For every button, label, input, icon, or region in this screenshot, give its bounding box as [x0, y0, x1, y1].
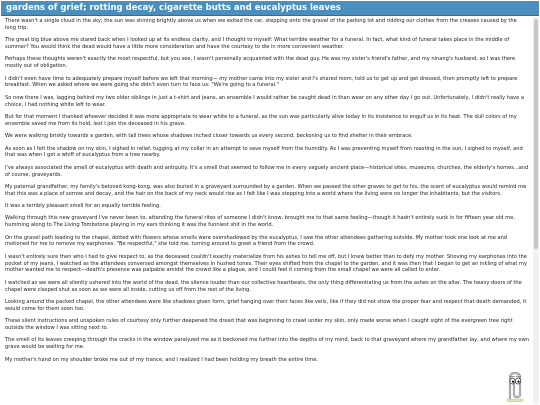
paragraph: Perhaps these thoughts weren't exactly the most respectful, but you see, I wasn't personally acquainted with the dead guy. He was my sister's friend's father, and my ninang's husband, so I was there mostly out of obligation. — [5, 56, 516, 70]
story-body — [5, 18, 529, 405]
page-title: gardens of grief; rotting decay, cigarette butts and eucalyptus leaves — [6, 3, 341, 13]
paragraph: But for that moment I thanked whoever decided it was more appropriate to wear white to a funeral, as the sun was particularly alive today in its insistence to engulf us in its heat. The dull colors of my ensemble saved me from its hold, lest I join the deceased in his grave. — [5, 113, 517, 127]
paragraph: So now there I was, lagging behind my two older siblings in just a t-shirt and jeans, an ensemble I would rather be caught dead in than wear on any other day I go out. Unfortunately, I didn't really have a choice, I had nothing white left to wear. — [5, 94, 524, 108]
paragraph: The smell of its leaves creeping through the cracks in the window paralyzed me as it beckoned me further into the depths of my mind, back to that graveyard where my grandfather lay, and where my own grave would be waiting for me. — [5, 337, 529, 351]
paragraph: It was a terribly pleasant smell for an equally terrible feeling. — [5, 203, 161, 210]
paragraph: As soon as I felt the shadow on my skin, I sighed in relief, tugging at my collar in an attempt to save myself from the humidity. As I was preventing myself from roasting in the sun, I sighed to myself, and that was when I got a whiff of eucalyptus from a tree nearby. — [5, 145, 523, 159]
paragraph: I've always associated the smell of eucalyptus with death and antiquity. It's a smell that seemed to follow me in every vaguely ancient place—historical sites, museums, churches, the elderly's homes...and of course, graveyards. — [5, 164, 529, 178]
paragraph: The great big blue above me stared back when I looked up at its endless clarity, and I thought to myself: What terrible weather for a funeral. In fact, what kind of funeral takes place in the middle of summer? You would think the dead would have a little more consideration and have the courtesy to die in more convenient weather. — [5, 37, 510, 50]
paragraph: On the gravel path leading to the chapel, dotted with flowers whose smells were overshadowed by the eucalyptus, I saw the other attendees gathering outside. My mother took one look at me and motioned for me to remove my earphones. "Be respectful," she told me, turning around to greet a friend from the crowd. — [5, 234, 508, 248]
paperclip-assistant-icon[interactable] — [503, 370, 527, 402]
paragraph: We were walking briskly towards a garden, with tall trees whose shadows inched closer towards us every second, beckoning us to find shelter in their embrace. — [5, 133, 413, 140]
paragraph: My mother's hand on my shoulder broke me out of my trance, and I realized I had been holding my breath the entire time. — [5, 356, 318, 363]
paragraph: My paternal grandfather, my family's beloved kong-kong, was also buried in a graveyard surrounded by a garden. When we passed the other graves to get to his, the scent of eucalyptus would remind me that this was a place of sorrow and decay, and the hair on the back of my neck would rise as I felt like I was stepping into a world where the living were no longer the inhabitants, but the visitors. — [5, 183, 527, 197]
scroll-thumb[interactable] — [534, 19, 538, 249]
paragraph: There wasn't a single cloud in the sky; the sun was shining brightly above us when we exited the car, stepping onto the gravel of the parking lot and ridding our clothes from the creases caused by the long trip. — [5, 18, 517, 31]
paragraph: These silent instructions and unspoken rules of courtesy only further deepened the dread that was beginning to crawl under my skin, only made worse when I caught sight of the evergreen tree right outside the window I was sitting next to. — [5, 318, 513, 331]
title-bar — [1, 1, 539, 16]
paragraph: I wasn't entirely sure then who I had to give respect to, as the deceased couldn't exactly materialize from his ashes to tell me off, but I knew better than to defy my mother. Shoving my earphones into the pocket of my jeans, I watched as the attendees conversed amongst themselves in hushed tones. Their eyes shifted from the chapel to the garden, and it was then that I began to get an inkling of what my mother wanted me to respect—death's presence was palpable amidst the crowd like a plague, and I could feel it coming from the small chapel we were all called to enter. — [5, 253, 528, 274]
paragraph: I watched as we were all silently ushered into the world of the dead, the silence louder than our collective heartbeats, the only thing differentiating us from the ashes on the altar. The heavy doors of the chapel were clasped shut as soon as we were all inside, cutting us off from the rest of the living. — [5, 279, 522, 293]
vertical-scrollbar[interactable] — [533, 17, 539, 404]
paragraph: Looking around the packed chapel, the other attendees were like shadows given form, grief hanging over their faces like veils, like if they did not show the proper fear and respect that death demanded, it would come for them soon too. — [5, 299, 527, 312]
paragraph: Walking through this new graveyard I've never been to, attending the funeral rites of someone I didn't know, brought me to that same feeling—though it hadn't entirely sunk in for fifteen year old me, humming along to The Living Tombstone playing in my ears thinking it was the funniest shit in the world. — [5, 215, 515, 229]
paragraph: I didn't even have time to adequately prepare myself before we left that morning— my mother came into my sister and I's shared room, told us to get up and get dressed, then promptly left to prepare breakfast. When we asked where we were going she didn't even turn to face us: "We're going to a funeral." — [5, 75, 518, 89]
